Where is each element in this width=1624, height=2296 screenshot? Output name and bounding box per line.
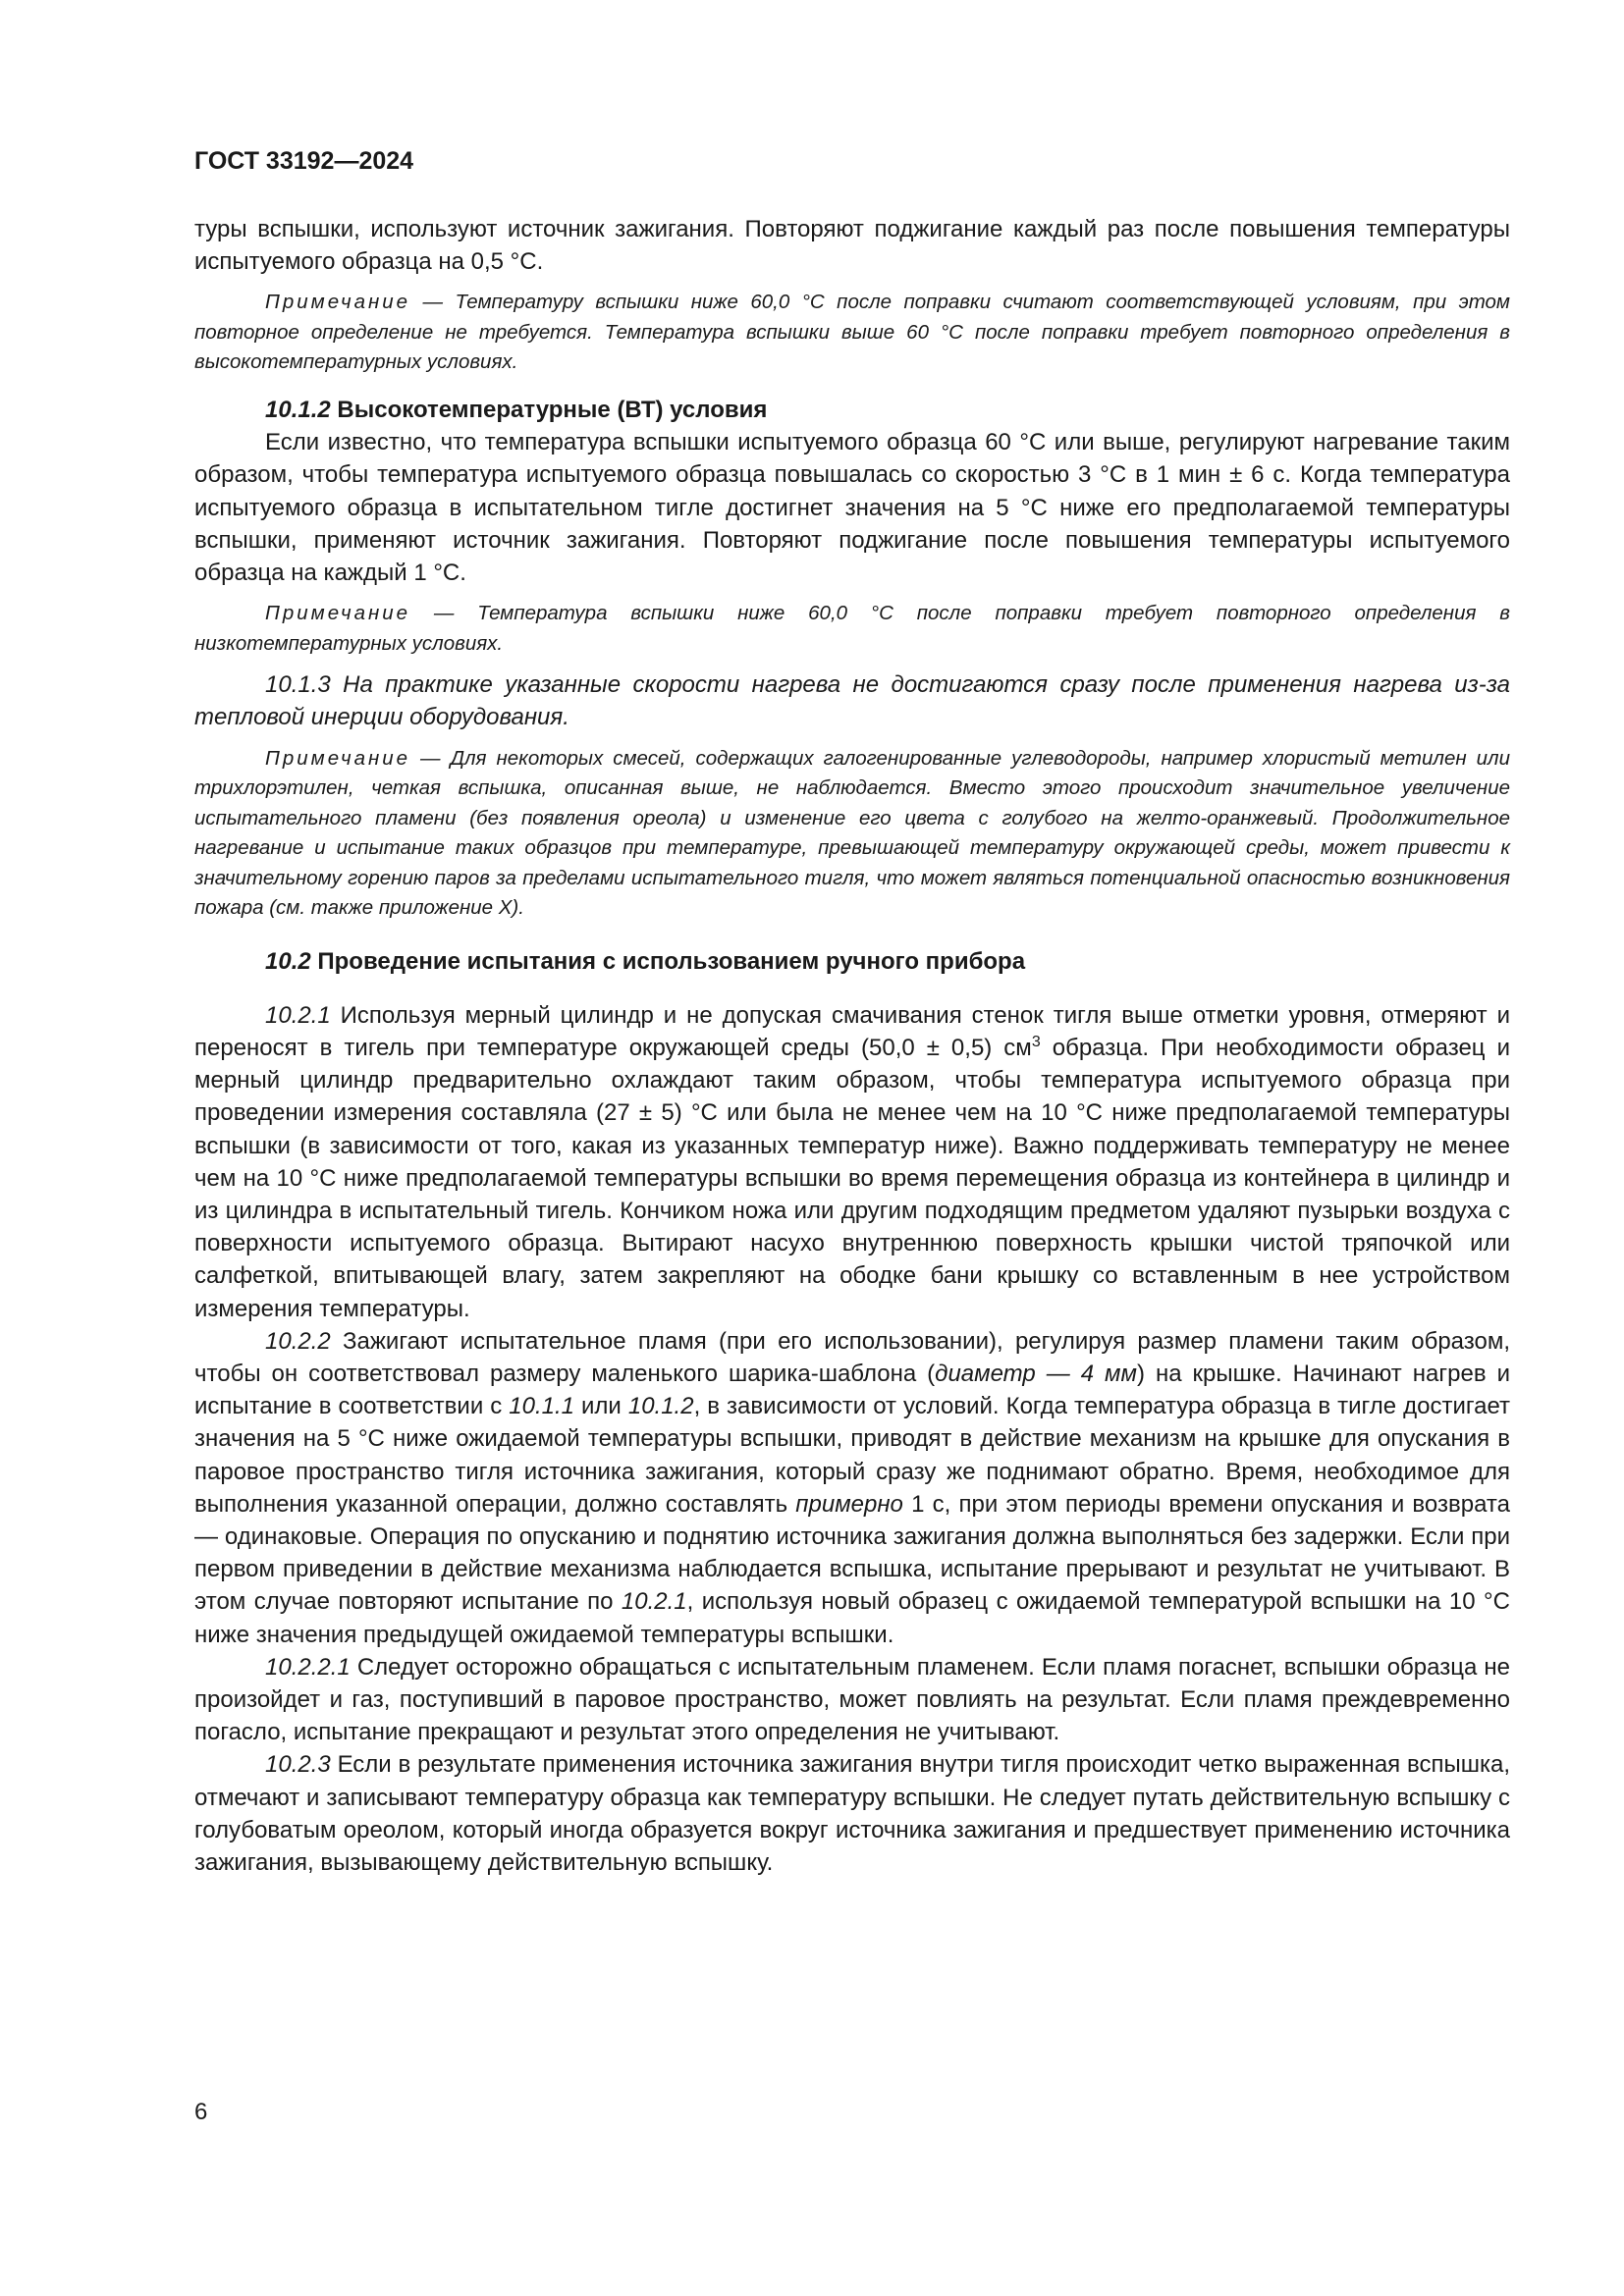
paragraph-10-2-3 — [194, 1748, 1510, 1879]
clause-text: 1 с, при этом периоды времени опускания и возврата — одинаковые. Операция по опусканию и поднятию источника зажигания должна выполняться без задержки. Если при первом приведении в действие механизма наблюдается вспышка, испытание прерывают и результат не учитывают. В этом случае повторяют испытание по — [194, 1490, 1510, 1616]
section-10-1-2-heading — [194, 394, 1510, 426]
clause-text: Следует осторожно обращаться с испытательным пламенем. Если пламя погаснет, вспышки образца не произойдет и газ, поступивший в паровое пространство, может повлиять на результат. Если пламя преждевременно погасло, испытание прекращают и результат этого определения не учитывают. — [194, 1653, 1510, 1746]
paragraph-10-2-1 — [194, 999, 1510, 1325]
section-title: Проведение испытания с использованием ручного прибора — [317, 947, 1026, 975]
cross-reference: 10.2.1 — [621, 1588, 687, 1616]
note-1 — [194, 288, 1510, 378]
clause-italic: примерно — [795, 1490, 903, 1518]
note-3 — [194, 744, 1510, 924]
note-2 — [194, 599, 1510, 659]
section-10-2-heading — [194, 945, 1510, 978]
clause-text: Если в результате применения источника зажигания внутри тигля происходит четко выраженная вспышка, отмечают и записывают температуру образца как температуру вспышки. Не следует путать действительную вспышку с голубоватым ореолом, который иногда образуется вокруг источника зажигания и предшествует применению источника зажигания, вызывающему действительную вспышку. — [194, 1751, 1510, 1877]
clause-text: , в зависимости от условий. Когда температура образца в тигле достигает значения на 5 °С ниже ожидаемой температуры вспышки, приводят в действие механизм на крышке для опускания в паровое пространство тигля источника зажигания, который сразу же поднимают обратно. Время, необходимое для выполнения указанной операции, должно составлять — [194, 1393, 1510, 1518]
clause-text: Используя мерный цилиндр и не допуская смачивания стенок тигля выше отметки уровня, отмеряют и переносят в тигель при температуре окружающей среды (50,0 ± 0,5) см — [194, 1001, 1511, 1061]
clause-text: , используя новый образец с ожидаемой температурой вспышки на 10 °С ниже значения предыдущей ожидаемой температуры вспышки. — [194, 1588, 1510, 1648]
clause-number: 10.2.2 — [265, 1327, 331, 1355]
note-text: Температура вспышки ниже 60,0 °С после поправки требует повторного определения в низкотемпературных условиях. — [194, 602, 1510, 655]
page-number: 6 — [194, 2099, 208, 2125]
document-page — [194, 147, 1510, 1879]
paragraph-10-1-2: Если известно, что температура вспышки испытуемого образца 60 °С или выше, регулируют нагревание таким образом, чтобы температура испытуемого образца повышалась со скоростью 3 °С в 1 мин ± 6 с. Когда температура испытуемого образца в испытательном тигле достигнет значения на 5 °С ниже его предполагаемой температуры вспышки, применяют источник зажигания. Повторяют поджигание после повышения температуры испытуемого образца на каждый 1 °С. — [194, 429, 1510, 586]
clause-text: Зажигают испытательное пламя (при его использовании), регулируя размер пламени таким образом, чтобы он соответствовал размеру маленького шарика-шаблона ( — [194, 1327, 1510, 1387]
clause-number: 10.2.1 — [265, 1001, 331, 1029]
cross-reference: 10.1.2 — [627, 1393, 694, 1420]
superscript: 3 — [1031, 1033, 1041, 1050]
note-label: Примечание — [265, 746, 411, 770]
clause-text: ) на крышке. Начинают нагрев и испытание в соответствии с — [194, 1360, 1510, 1420]
paragraph-10-1-3: 10.1.3 На практике указанные скорости нагрева не достигаются сразу после применения нагрева из-за тепловой инерции оборудования. — [194, 671, 1510, 731]
paragraph-10-2-2-1 — [194, 1651, 1510, 1749]
note-text: Для некоторых смесей, содержащих галогенированные углеводороды, например хлористый метилен или трихлорэтилен, четкая вспышка, описанная выше, не наблюдается. Вместо этого происходит значительное увеличение испытательного пламени (без появления ореола) и изменение его цвета с голубого на желто-оранжевый. Продолжительное нагревание и испытание таких образцов при температуре, превышающей температуру окружающей среды, может привести к значительному горению паров за пределами испытательного тигля, что может являться потенциальной опасностью возникновения пожара (см. также приложение Х). — [194, 746, 1510, 920]
note-text: Температуру вспышки ниже 60,0 °С после поправки считают соответствующей условиям, при этом повторное определение не требуется. Температура вспышки выше 60 °С после поправки требует повторного определения в высокотемпературных условиях. — [194, 291, 1510, 374]
section-number: 10.1.2 — [265, 396, 331, 423]
clause-text: или — [574, 1393, 628, 1420]
section-title: Высокотемпературные (ВТ) условия — [337, 396, 768, 423]
continued-paragraph: туры вспышки, используют источник зажигания. Повторяют поджигание каждый раз после повышения температуры испытуемого образца на 0,5 °С. — [194, 216, 1510, 276]
section-number: 10.2 — [265, 947, 311, 975]
clause-text: образца. При необходимости образец и мерный цилиндр предварительно охлаждают таким образом, чтобы температура испытуемого образца при проведении измерения составляла (27 ± 5) °С или была не менее чем на 10 °С ниже предполагаемой температуры вспышки (в зависимости от того, какая из указанных температур ниже). Важно поддерживать температуру не менее чем на 10 °С ниже предполагаемой температуры вспышки во время перемещения образца из контейнера в цилиндр и из цилиндра в испытательный тигель. Кончиком ножа или другим подходящим предметом удаляют пузырьки воздуха с поверхности испытуемого образца. Вытирают насухо внутреннюю поверхность крышки чистой тряпочкой или салфеткой, впитывающей влагу, затем закрепляют на ободке бани крышку со вставленным в нее устройством измерения температуры. — [194, 1034, 1510, 1322]
clause-italic: диаметр — 4 мм — [935, 1360, 1137, 1387]
clause-number: 10.2.3 — [265, 1751, 331, 1779]
document-header: ГОСТ 33192—2024 — [194, 147, 414, 175]
note-dash: — — [410, 602, 478, 625]
note-dash: — — [410, 291, 456, 314]
cross-reference: 10.1.1 — [509, 1393, 574, 1420]
note-dash: — — [410, 746, 451, 770]
note-label: Примечание — [265, 602, 411, 625]
note-label: Примечание — [265, 291, 411, 314]
clause-number: 10.2.2.1 — [265, 1653, 351, 1681]
paragraph-10-2-2 — [194, 1325, 1510, 1651]
